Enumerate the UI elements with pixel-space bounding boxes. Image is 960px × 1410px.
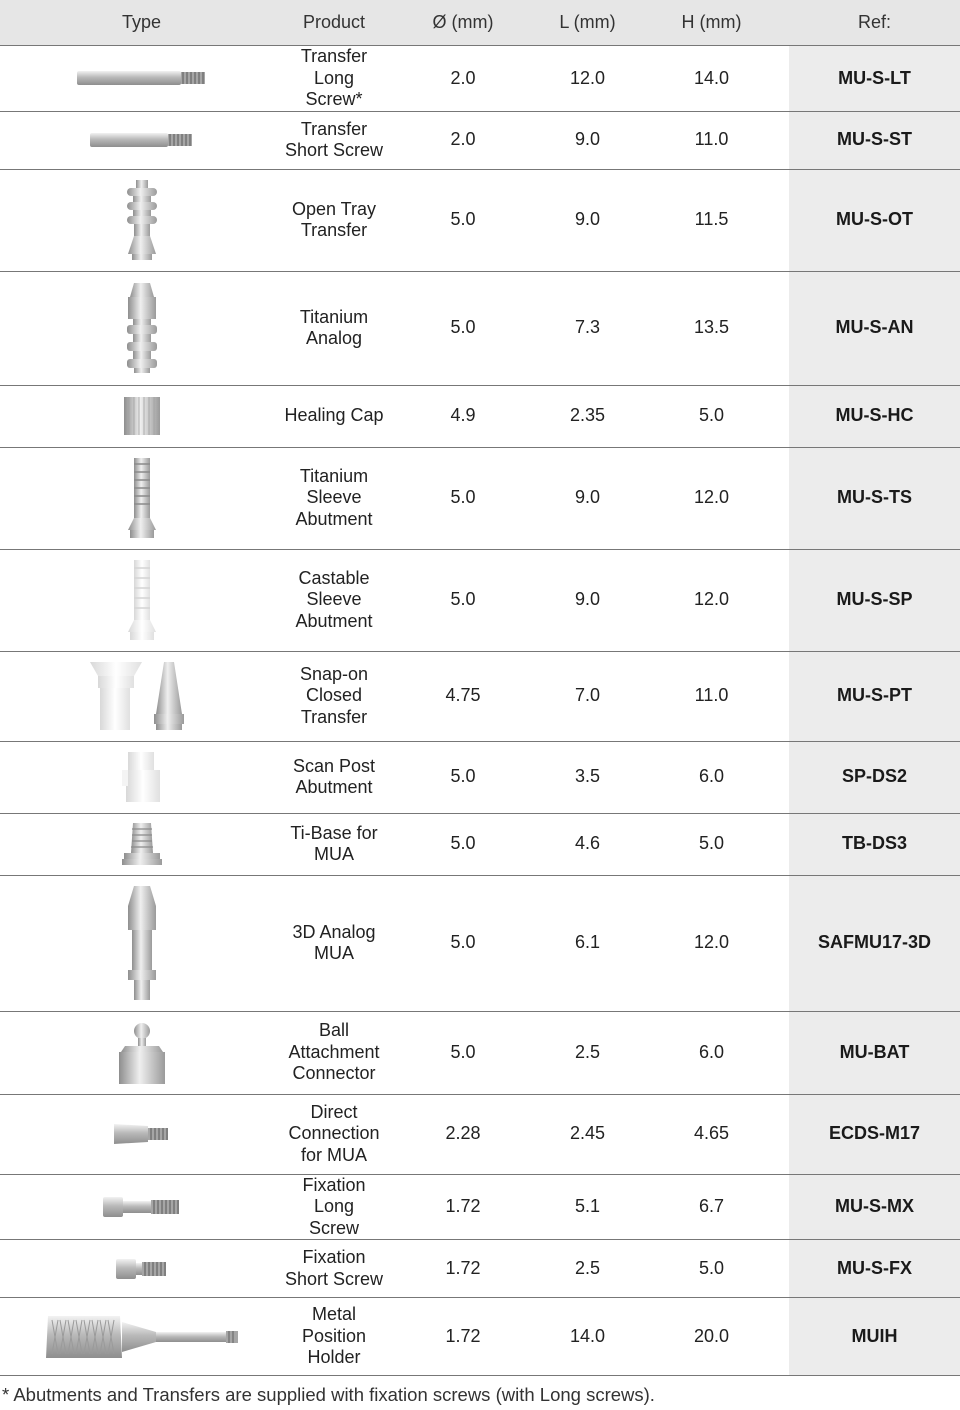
table-row [0, 549, 960, 651]
header-diameter: Ø (mm) [385, 0, 541, 46]
table-row [0, 875, 960, 1011]
product-name: Open Tray Transfer [283, 169, 385, 271]
ti-base-icon [121, 823, 163, 865]
ref-code: MUIH [789, 1298, 960, 1376]
product-name: Healing Cap [283, 385, 385, 447]
length-value: 9.0 [541, 111, 634, 169]
product-name: Direct Connection for MUA [283, 1094, 385, 1174]
table-row [0, 169, 960, 271]
table-row [0, 1298, 960, 1376]
length-value: 9.0 [541, 549, 634, 651]
length-value: 7.0 [541, 651, 634, 741]
healing-cap-icon [123, 396, 161, 436]
length-value: 3.5 [541, 741, 634, 813]
ref-code: ECDS-M17 [789, 1094, 960, 1174]
diameter-value: 5.0 [385, 813, 541, 875]
product-name: Titanium Sleeve Abutment [283, 447, 385, 549]
table-row [0, 1174, 960, 1240]
diameter-value: 2.0 [385, 46, 541, 112]
diameter-value: 5.0 [385, 169, 541, 271]
product-name: 3D Analog MUA [283, 875, 385, 1011]
height-value: 11.0 [634, 111, 789, 169]
ref-code: MU-S-MX [789, 1174, 960, 1240]
height-value: 14.0 [634, 46, 789, 112]
length-value: 9.0 [541, 169, 634, 271]
transfer-long-screw-icon [77, 68, 207, 88]
diameter-value: 5.0 [385, 549, 541, 651]
ref-code: MU-S-PT [789, 651, 960, 741]
height-value: 11.0 [634, 651, 789, 741]
length-value: 6.1 [541, 875, 634, 1011]
product-name: Metal Position Holder [283, 1298, 385, 1376]
titanium-analog-icon [124, 283, 160, 373]
height-value: 5.0 [634, 813, 789, 875]
height-value: 5.0 [634, 1240, 789, 1298]
metal-position-holder-icon [44, 1316, 240, 1358]
product-name: Transfer Short Screw [283, 111, 385, 169]
diameter-value: 5.0 [385, 1011, 541, 1094]
table-header-row [0, 0, 960, 46]
table-row [0, 1240, 960, 1298]
header-ref: Ref: [789, 0, 960, 46]
diameter-value: 1.72 [385, 1240, 541, 1298]
ref-code: MU-S-LT [789, 46, 960, 112]
height-value: 13.5 [634, 271, 789, 385]
footnote: * Abutments and Transfers are supplied with fixation screws (with Long screws). [2, 1384, 655, 1405]
product-name: Ball Attachment Connector [283, 1011, 385, 1094]
length-value: 7.3 [541, 271, 634, 385]
fixation-long-screw-icon [103, 1196, 181, 1218]
header-length: L (mm) [541, 0, 634, 46]
table-row [0, 447, 960, 549]
diameter-value: 4.75 [385, 651, 541, 741]
castable-sleeve-abutment-icon [124, 560, 160, 640]
height-value: 6.0 [634, 741, 789, 813]
direct-connection-icon [114, 1122, 170, 1146]
table-row [0, 1094, 960, 1174]
length-value: 14.0 [541, 1298, 634, 1376]
snap-on-closed-transfer-icon [90, 662, 194, 730]
product-name: Transfer Long Screw* [283, 46, 385, 112]
length-value: 2.45 [541, 1094, 634, 1174]
height-value: 6.7 [634, 1174, 789, 1240]
header-height: H (mm) [634, 0, 789, 46]
length-value: 2.35 [541, 385, 634, 447]
diameter-value: 5.0 [385, 875, 541, 1011]
diameter-value: 2.28 [385, 1094, 541, 1174]
product-name: Titanium Analog [283, 271, 385, 385]
table-row [0, 741, 960, 813]
height-value: 12.0 [634, 447, 789, 549]
table-row [0, 651, 960, 741]
diameter-value: 1.72 [385, 1298, 541, 1376]
diameter-value: 5.0 [385, 271, 541, 385]
transfer-short-screw-icon [90, 130, 194, 150]
table-row [0, 385, 960, 447]
product-name: Fixation Long Screw [283, 1174, 385, 1240]
ref-code: MU-S-TS [789, 447, 960, 549]
ref-code: MU-S-ST [789, 111, 960, 169]
height-value: 11.5 [634, 169, 789, 271]
height-value: 12.0 [634, 875, 789, 1011]
table-row [0, 111, 960, 169]
table-row [0, 813, 960, 875]
ref-code: MU-S-HC [789, 385, 960, 447]
height-value: 20.0 [634, 1298, 789, 1376]
product-name: Scan Post Abutment [283, 741, 385, 813]
ref-code: MU-S-SP [789, 549, 960, 651]
table-row [0, 271, 960, 385]
header-type: Type [0, 0, 283, 46]
ref-code: SAFMU17-3D [789, 875, 960, 1011]
ref-code: MU-S-AN [789, 271, 960, 385]
length-value: 12.0 [541, 46, 634, 112]
diameter-value: 1.72 [385, 1174, 541, 1240]
table-row [0, 1011, 960, 1094]
ref-code: SP-DS2 [789, 741, 960, 813]
diameter-value: 5.0 [385, 447, 541, 549]
diameter-value: 2.0 [385, 111, 541, 169]
scan-post-abutment-icon [122, 752, 162, 802]
height-value: 6.0 [634, 1011, 789, 1094]
ref-code: TB-DS3 [789, 813, 960, 875]
length-value: 4.6 [541, 813, 634, 875]
product-name: Ti-Base for MUA [283, 813, 385, 875]
header-product: Product [283, 0, 385, 46]
diameter-value: 4.9 [385, 385, 541, 447]
ref-code: MU-S-OT [789, 169, 960, 271]
length-value: 2.5 [541, 1240, 634, 1298]
diameter-value: 5.0 [385, 741, 541, 813]
length-value: 5.1 [541, 1174, 634, 1240]
open-tray-transfer-icon [124, 180, 160, 260]
ball-attachment-connector-icon [117, 1022, 167, 1084]
product-name: Snap-on Closed Transfer [283, 651, 385, 741]
height-value: 12.0 [634, 549, 789, 651]
fixation-short-screw-icon [116, 1258, 168, 1280]
product-name: Fixation Short Screw [283, 1240, 385, 1298]
length-value: 9.0 [541, 447, 634, 549]
titanium-sleeve-abutment-icon [124, 458, 160, 538]
height-value: 4.65 [634, 1094, 789, 1174]
ref-code: MU-S-FX [789, 1240, 960, 1298]
ref-code: MU-BAT [789, 1011, 960, 1094]
3d-analog-mua-icon [124, 886, 160, 1000]
table-row [0, 46, 960, 112]
product-name: Castable Sleeve Abutment [283, 549, 385, 651]
height-value: 5.0 [634, 385, 789, 447]
length-value: 2.5 [541, 1011, 634, 1094]
